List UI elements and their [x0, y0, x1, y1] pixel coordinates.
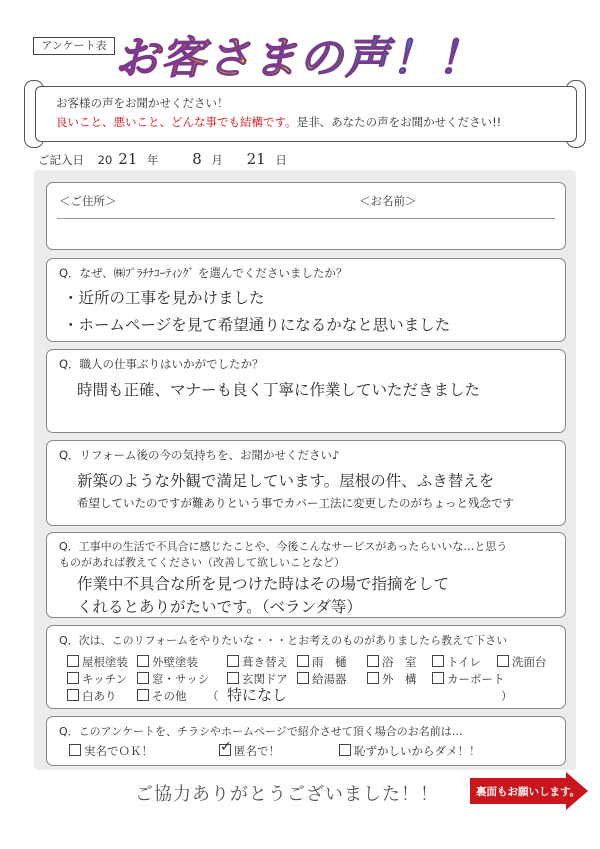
q1-answer-1: ・近所の工事を見かけました	[63, 289, 265, 307]
checkbox[interactable]	[69, 744, 81, 756]
checkbox[interactable]	[339, 744, 351, 756]
q3-answer-1: 新築のような外観で満足しています。屋根の件、ふき替えを	[77, 472, 495, 490]
checkbox[interactable]	[497, 655, 509, 667]
page-title: お客さまの声！！	[115, 22, 505, 82]
intro-rest: 是非、あなたの声をお聞かせください!!	[296, 115, 502, 129]
date-day-value: 21	[246, 150, 266, 168]
checkbox[interactable]	[67, 689, 79, 701]
checkbox[interactable]	[137, 689, 149, 701]
intro-line-1: お客様の声をお聞かせください！	[56, 96, 229, 110]
checkbox[interactable]	[137, 672, 149, 684]
option-exterior[interactable]: 外 構	[367, 671, 417, 687]
thanks-message: ご協力ありがとうございました！！	[135, 784, 439, 805]
q4-answer-1: 作業中不具合な所を見つけた時はその場で指摘をして	[77, 575, 450, 593]
checkbox[interactable]	[137, 655, 149, 667]
date-year-value: 21	[118, 150, 138, 168]
q4-question-1: Q．工事中の生活で不具合に感じたことや、今後こんなサービスがあったらいいな…と思う	[59, 540, 508, 553]
q2-answer-1: 時間も正確、マナーも良く丁寧に作業していただきました	[77, 381, 481, 399]
option-carport[interactable]: カーポート	[432, 671, 505, 687]
date-day-unit: 日	[275, 153, 287, 167]
option-termite[interactable]: 白あり	[67, 688, 117, 704]
q5-box	[46, 625, 566, 709]
other-paren-close: ）	[501, 689, 513, 703]
option-door[interactable]: 玄関ドア	[227, 671, 288, 687]
date-era: 20	[97, 153, 113, 167]
survey-tag: アンケート表	[33, 37, 115, 55]
option-other[interactable]: その他	[137, 688, 187, 704]
checkbox-checked[interactable]	[219, 739, 232, 756]
checkbox[interactable]	[432, 655, 444, 667]
q6-question: Q．このアンケートを、チラシやホームページで紹介させて頂く場合のお名前は…	[59, 725, 463, 738]
checkbox[interactable]	[67, 672, 79, 684]
date-month-value: 8	[192, 150, 202, 168]
option-window[interactable]: 窓・サッシ	[137, 671, 209, 687]
check-mark-icon: ✓	[220, 739, 232, 755]
q2-box	[46, 349, 566, 433]
option-kitchen[interactable]: キッチン	[67, 671, 127, 687]
q3-answer-2: 希望していたのですが難ありという事でカバー工法に変更したのがちょっと残念です	[77, 496, 514, 510]
option-gutter[interactable]: 雨 樋	[297, 654, 347, 670]
entry-date	[38, 150, 287, 168]
checkbox[interactable]	[227, 672, 239, 684]
checkbox[interactable]	[297, 672, 309, 684]
date-month-unit: 月	[211, 153, 223, 167]
option-water-heater[interactable]: 給湯器	[297, 671, 347, 687]
q3-box	[46, 440, 566, 526]
option-bath[interactable]: 浴 室	[367, 654, 417, 670]
other-paren-open: （	[207, 689, 219, 703]
checkbox[interactable]	[432, 672, 444, 684]
q1-question: Q．なぜ、㈱ﾌﾟﾗﾁﾅｺｰﾃｨﾝｸﾞ を選んでくださいましたか？	[59, 266, 348, 280]
q3-question: Q．リフォーム後の今の気持ちを、お聞かせください♪	[59, 448, 340, 462]
checkbox[interactable]	[67, 655, 79, 667]
option-washstand[interactable]: 洗面台	[497, 654, 547, 670]
option-decline[interactable]: 恥ずかしいからダメ！！	[339, 743, 481, 759]
checkbox[interactable]	[367, 655, 379, 667]
option-reroof[interactable]: 葺き替え	[227, 654, 288, 670]
q1-box	[46, 258, 566, 342]
name-label: ＜お名前＞	[359, 194, 417, 208]
address-name-box	[46, 182, 566, 250]
date-year-unit: 年	[147, 153, 159, 167]
q6-box	[46, 716, 566, 766]
checkbox[interactable]	[297, 655, 309, 667]
option-real-name[interactable]: 実名でＯＫ！	[69, 743, 153, 759]
intro-highlight: 良いこと、悪いこと、どんな事でも結構です。	[56, 115, 297, 129]
checkbox[interactable]	[367, 672, 379, 684]
option-anonymous[interactable]: ✓ 匿名で！	[220, 739, 280, 758]
date-label: ご記入日	[38, 153, 84, 167]
other-answer: 特になし	[227, 686, 288, 704]
back-side-note: 裏面もお願いします。	[476, 786, 581, 798]
option-toilet[interactable]: トイレ	[432, 654, 481, 670]
address-label: ＜ご住所＞	[59, 194, 117, 208]
q4-question-2: ものがあれば教えてください（改善して欲しいことなど）	[59, 556, 345, 569]
option-wall-paint[interactable]: 外壁塗装	[137, 654, 198, 670]
intro-line-2	[56, 114, 501, 130]
q5-question: Q．次は、このリフォームをやりたいな・・・とお考えのものがありましたら教えて下さい	[59, 634, 508, 647]
q4-box	[46, 532, 566, 618]
option-roof-paint[interactable]: 屋根塗装	[67, 654, 128, 670]
checkbox[interactable]	[227, 655, 239, 667]
q4-answer-2: くれるとありがたいです。（ベランダ等）	[77, 598, 362, 616]
q2-question: Q．職人の仕事ぶりはいかがでしたか？	[59, 357, 264, 371]
address-divider	[57, 218, 555, 219]
q1-answer-2: ・ホームページを見て希望通りになるかなと思いました	[63, 316, 451, 334]
